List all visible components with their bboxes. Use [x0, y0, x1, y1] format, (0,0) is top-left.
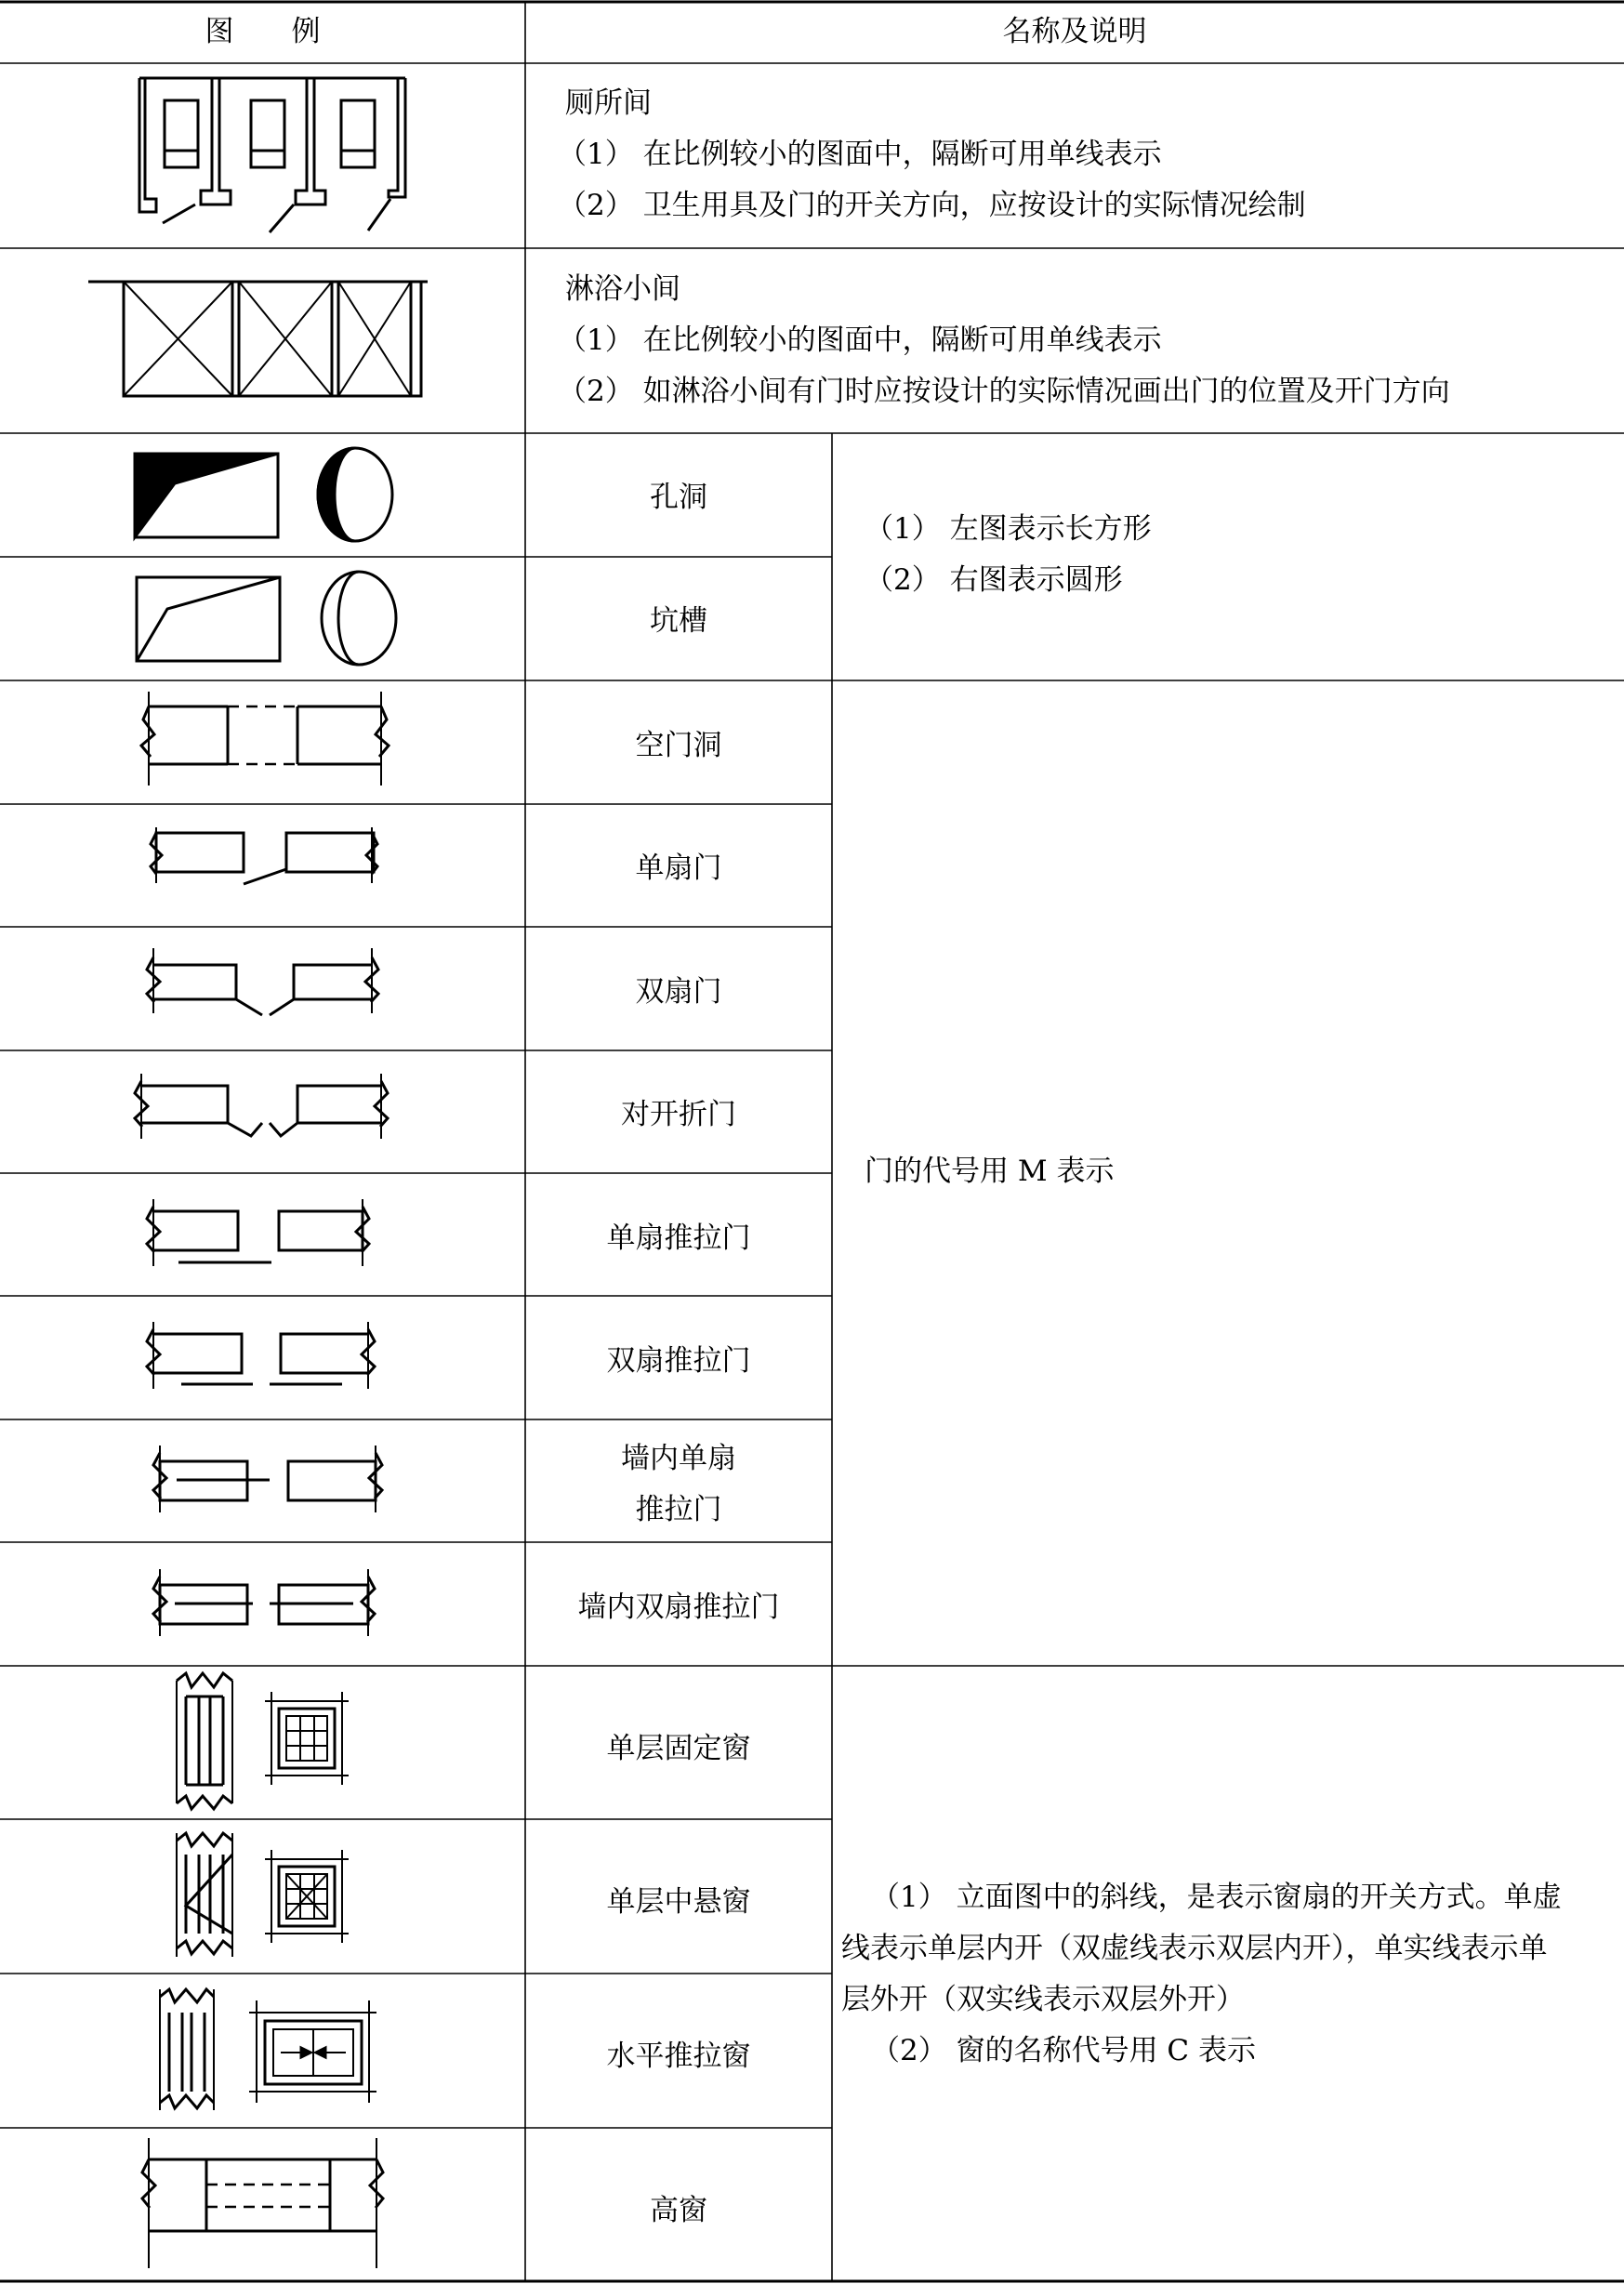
door-name-in-wall-double: 墙内双扇推拉门: [577, 1591, 780, 1624]
door-name-in-wall-single-line2: 推拉门: [635, 1493, 722, 1526]
description-column-header: 名称及说明: [1002, 15, 1147, 48]
window-name-center-pivot: 单层中悬窗: [606, 1885, 751, 1919]
toilet-note-2: （2） 卫生用具及门的开关方向，应按设计的实际情况绘制: [558, 189, 1306, 222]
window-note-line-1: （1） 立面图中的斜线，是表示窗扇的开关方式。单虚: [871, 1881, 1562, 1914]
door-name-double-sliding: 双扇推拉门: [606, 1344, 751, 1378]
double-door-symbol: [147, 948, 378, 1015]
single-sliding-door-symbol: [147, 1199, 369, 1266]
horizontal-sliding-window-symbol: [160, 1989, 376, 2110]
shower-title: 淋浴小间: [565, 272, 680, 306]
toilet-title: 厕所间: [565, 86, 652, 120]
hole-pit-note-1: （1） 左图表示长方形: [865, 512, 1152, 546]
door-name-in-wall-single-line1: 墙内单扇: [621, 1442, 736, 1475]
in-wall-double-sliding-door-symbol: [153, 1569, 375, 1636]
fixed-window-symbol: [177, 1673, 349, 1809]
pit-name: 坑槽: [650, 604, 707, 638]
high-window-symbol: [142, 2138, 383, 2268]
shower-symbol: [88, 282, 428, 396]
hole-symbol: [135, 448, 392, 541]
window-name-horizontal-sliding: 水平推拉窗: [606, 2040, 751, 2073]
door-name-empty-doorway: 空门洞: [635, 729, 722, 762]
folding-door-symbol: [135, 1074, 388, 1139]
window-name-high: 高窗: [650, 2194, 707, 2227]
single-door-symbol: [151, 827, 377, 884]
toilet-note-1: （1） 在比例较小的图面中，隔断可用单线表示: [558, 138, 1162, 171]
in-wall-single-sliding-door-symbol: [153, 1446, 382, 1512]
legend-column-header: 图 例: [205, 15, 321, 48]
hole-pit-note-2: （2） 右图表示圆形: [865, 563, 1123, 597]
hole-name: 孔洞: [650, 481, 707, 514]
window-note-line-4: （2） 窗的名称代号用 C 表示: [871, 2034, 1257, 2067]
empty-doorway-symbol: [141, 692, 389, 786]
window-note-line-3: 层外开（双实线表示双层外开）: [841, 1983, 1245, 2016]
door-name-single-sliding: 单扇推拉门: [606, 1221, 751, 1255]
double-sliding-door-symbol: [147, 1322, 375, 1389]
pit-symbol: [137, 572, 396, 665]
window-name-fixed: 单层固定窗: [606, 1732, 751, 1765]
toilet-symbol: [139, 78, 405, 232]
window-note-line-2: 线表示单层内开（双虚线表示双层内开），单实线表示单: [841, 1932, 1548, 1965]
door-name-folding: 对开折门: [621, 1098, 736, 1131]
door-name-single: 单扇门: [635, 852, 722, 885]
shower-note-1: （1） 在比例较小的图面中，隔断可用单线表示: [558, 323, 1162, 357]
door-name-double: 双扇门: [635, 975, 722, 1009]
center-pivot-window-symbol: [177, 1833, 349, 1957]
door-code-note: 门的代号用 M 表示: [865, 1155, 1115, 1188]
shower-note-2: （2） 如淋浴小间有门时应按设计的实际情况画出门的位置及开门方向: [558, 375, 1450, 408]
